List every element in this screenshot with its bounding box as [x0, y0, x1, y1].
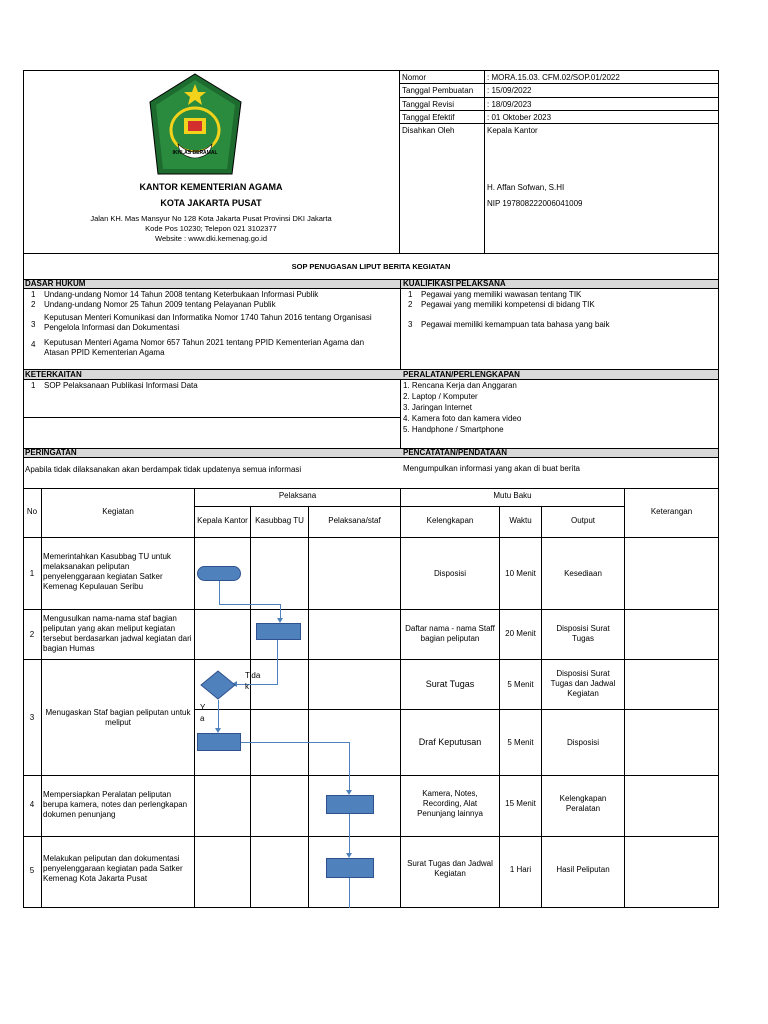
- org-address: Jalan KH. Mas Mansyur No 128 Kota Jakarta Pusat Provinsi DKI Jakarta: [90, 214, 332, 223]
- meta-value-disahkan: Kepala Kantor: [487, 126, 538, 135]
- peralatan-item-5: 5. Handphone / Smartphone: [403, 425, 504, 434]
- dasar-hukum-item-2: Undang-undang Nomor 25 Tahun 2009 tentang Pelayanan Publik: [44, 300, 276, 309]
- row-3b-kelengkapan: Draf Keputusan: [418, 737, 482, 747]
- row-3-waktu: 5 Menit: [507, 680, 534, 689]
- row-3b-waktu: 5 Menit: [507, 738, 534, 747]
- logo-banner-text: IKHLAS BERAMAL: [172, 150, 218, 156]
- pencatatan-text: Mengumpulkan informasi yang akan di buat berita: [403, 464, 580, 473]
- row-3-no: 3: [29, 713, 35, 722]
- col-no-header: No: [26, 507, 38, 516]
- row-2-kelengkapan: Daftar nama - nama Staff bagian peliputan: [405, 624, 495, 643]
- kualifikasi-no-2: 2: [408, 300, 413, 309]
- row-3b-output: Disposisi: [566, 738, 599, 747]
- pencatatan-heading: PENCATATAN/PENDATAAN: [403, 448, 507, 457]
- keterkaitan-no-1: 1: [31, 381, 36, 390]
- row-1-kegiatan: Memerintahkan Kasubbag TU untuk melaksanakan peliputan penyelenggaraan kegiatan Satker Kemenag Kepulauan Seribu: [43, 552, 171, 591]
- flow-step-5-process: [326, 858, 374, 878]
- decision-yes-label: Y a: [200, 703, 206, 723]
- flow-start-terminator: [197, 566, 241, 581]
- row-3-output: Disposisi Surat Tugas dan Jadwal Kegiatan: [550, 669, 616, 698]
- org-website: Website : www.dki.kemenag.go.id: [155, 234, 267, 243]
- peralatan-heading: PERALATAN/PERLENGKAPAN: [403, 370, 520, 379]
- row-2-no: 2: [29, 630, 35, 639]
- row-1-waktu: 10 Menit: [505, 569, 536, 578]
- row-3-kegiatan: Menugaskan Staf bagian peliputan untuk meliput: [45, 708, 191, 727]
- row-4-output: Kelengkapan Peralatan: [559, 794, 607, 813]
- org-city: KOTA JAKARTA PUSAT: [160, 198, 262, 208]
- flow-step-4-process: [326, 795, 374, 814]
- meta-label-nomor: Nomor: [402, 73, 427, 82]
- col-kelengkapan-header: Kelengkapan: [426, 516, 474, 525]
- dasar-hukum-no-4: 4: [31, 340, 36, 349]
- peralatan-item-2: 2. Laptop / Komputer: [403, 392, 478, 401]
- meta-label-pembuatan: Tanggal Pembuatan: [402, 86, 474, 95]
- meta-value-revisi: : 18/09/2023: [487, 100, 532, 109]
- col-pelaksana-header: Pelaksana: [278, 491, 317, 500]
- col-kasubbag-header: Kasubbag TU: [255, 516, 304, 525]
- peringatan-heading: PERINGATAN: [25, 448, 77, 457]
- sop-title: SOP PENUGASAN LIPUT BERITA KEGIATAN: [291, 262, 451, 271]
- col-mutu-header: Mutu Baku: [493, 491, 532, 500]
- meta-label-disahkan: Disahkan Oleh: [402, 126, 455, 135]
- row-4-waktu: 15 Menit: [505, 799, 536, 808]
- col-output-header: Output: [570, 516, 595, 525]
- peringatan-text: Apabila tidak dilaksanakan akan berdampak tidak updatenya semua informasi: [25, 465, 302, 474]
- dasar-hukum-item-3: Keputusan Menteri Komunikasi dan Informatika Nomor 1740 Tahun 2016 tentang Organisasi Pengelola Informasi dan Dokumentasi: [44, 313, 372, 332]
- row-2-output: Disposisi Surat Tugas: [556, 624, 610, 643]
- flow-step-3-process: [197, 733, 241, 751]
- row-1-no: 1: [29, 569, 35, 578]
- meta-value-efektif: : 01 Oktober 2023: [487, 113, 552, 122]
- dasar-hukum-item-1: Undang-undang Nomor 14 Tahun 2008 tentang Keterbukaan Informasi Publik: [44, 290, 319, 299]
- row-1-output: Kesediaan: [564, 569, 602, 578]
- flow-step-2-process: [256, 623, 301, 640]
- signer-nip: NIP 197808222006041009: [487, 199, 583, 208]
- kualifikasi-no-1: 1: [408, 290, 413, 299]
- meta-label-revisi: Tanggal Revisi: [402, 100, 455, 109]
- col-kegiatan-header: Kegiatan: [102, 507, 134, 516]
- row-5-kegiatan: Melakukan peliputan dan dokumentasi penyelenggaraan kegiatan pada Satker Kemenag Kota Jakarta Pusat: [43, 854, 183, 883]
- kualifikasi-item-2: Pegawai yang memiliki kompetensi di bidang TIK: [421, 300, 595, 309]
- dasar-hukum-no-3: 3: [31, 320, 36, 329]
- org-title: KANTOR KEMENTERIAN AGAMA: [139, 182, 283, 192]
- row-5-kelengkapan: Surat Tugas dan Jadwal Kegiatan: [407, 859, 493, 878]
- keterkaitan-item-1: SOP Pelaksanaan Publikasi Informasi Data: [44, 381, 198, 390]
- row-2-kegiatan: Mengusulkan nama-nama staf bagian peliputan yang akan meliput kegiatan tersebut berdasarkan jadwal kegiatan dari bagian Humas: [43, 614, 192, 653]
- col-keterangan-header: Keterangan: [650, 507, 693, 516]
- row-2-waktu: 20 Menit: [505, 629, 536, 638]
- kemenag-logo: [148, 72, 243, 184]
- col-waktu-header: Waktu: [509, 516, 532, 525]
- col-staf-header: Pelaksana/staf: [328, 516, 381, 525]
- keterkaitan-heading: KETERKAITAN: [25, 370, 82, 379]
- decision-no-label: Tida k: [245, 671, 261, 691]
- meta-label-efektif: Tanggal Efektif: [402, 113, 455, 122]
- row-4-no: 4: [29, 800, 35, 809]
- row-4-kelengkapan: Kamera, Notes, Recording, Alat Penunjang lainnya: [417, 789, 483, 818]
- dasar-hukum-no-1: 1: [31, 290, 36, 299]
- row-5-waktu: 1 Hari: [509, 865, 532, 874]
- row-1-kelengkapan: Disposisi: [433, 569, 466, 578]
- meta-value-pembuatan: : 15/09/2022: [487, 86, 532, 95]
- row-3-kelengkapan: Surat Tugas: [425, 679, 475, 689]
- kualifikasi-item-3: Pegawai memiliki kemampuan tata bahasa yang baik: [421, 320, 610, 329]
- meta-value-nomor: : MORA.15.03. CFM.02/SOP.01/2022: [487, 73, 620, 82]
- peralatan-item-4: 4. Kamera foto dan kamera video: [403, 414, 522, 423]
- flow-decision-diamond: [200, 670, 236, 700]
- col-kepala-header: Kepala Kantor: [197, 516, 248, 525]
- dasar-hukum-no-2: 2: [31, 300, 36, 309]
- kualifikasi-item-1: Pegawai yang memiliki wawasan tentang TIK: [421, 290, 582, 299]
- dasar-hukum-item-4: Keputusan Menteri Agama Nomor 657 Tahun 2021 tentang PPID Kementerian Agama dan Atasan PPID Kementerian Agama: [44, 338, 365, 357]
- row-4-kegiatan: Mempersiapkan Peralatan peliputan berupa kamera, notes dan perlengkapan dokumen penunjang: [43, 790, 188, 819]
- dasar-hukum-heading: DASAR HUKUM: [25, 279, 86, 288]
- row-5-output: Hasil Peliputan: [556, 865, 610, 874]
- signer-name: H. Affan Sofwan, S.HI: [487, 183, 565, 192]
- kualifikasi-no-3: 3: [408, 320, 413, 329]
- kualifikasi-heading: KUALIFIKASI PELAKSANA: [403, 279, 506, 288]
- peralatan-item-3: 3. Jaringan Internet: [403, 403, 472, 412]
- peralatan-item-1: 1. Rencana Kerja dan Anggaran: [403, 381, 517, 390]
- row-5-no: 5: [29, 866, 35, 875]
- org-contact: Kode Pos 10230; Telepon 021 3102377: [145, 224, 277, 233]
